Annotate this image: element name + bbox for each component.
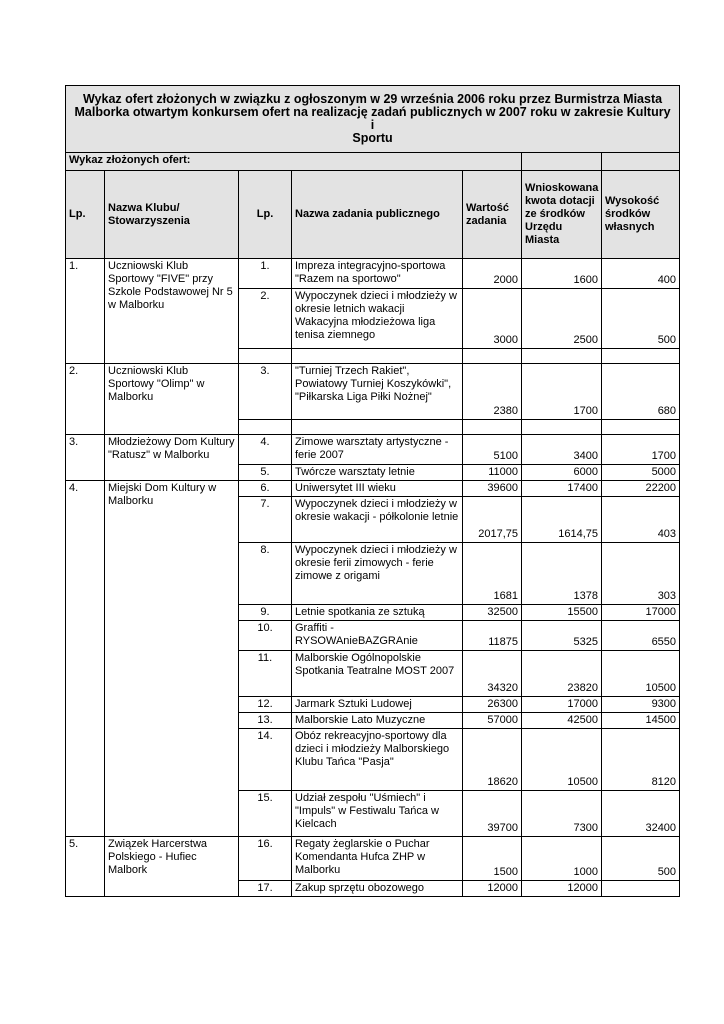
task-name-line: Klubu Tańca "Pasja" — [295, 756, 394, 768]
task-name-line: Jarmark Sztuki Ludowej — [295, 698, 412, 710]
subtitle-blank — [522, 153, 602, 171]
offers-table — [65, 85, 680, 897]
task-name — [292, 837, 463, 881]
table-row — [66, 837, 680, 881]
task-value: 2380 — [463, 364, 522, 420]
task-name-line: Graffiti - RYSOWAnieBAZGRAnie — [295, 622, 418, 647]
task-name-line: okresie letnich wakacji — [295, 303, 405, 315]
task-requested: 12000 — [522, 881, 602, 897]
task-requested: 23820 — [522, 651, 602, 697]
task-lp: 16. — [239, 837, 292, 881]
task-value: 11000 — [463, 465, 522, 481]
header-value — [463, 171, 522, 259]
task-value: 1500 — [463, 837, 522, 881]
task-requested: 15500 — [522, 605, 602, 621]
header-requested-line: Wnioskowana — [525, 182, 599, 194]
spacer-cell — [239, 349, 292, 364]
club-name-line: Młodzieżowy Dom Kultury — [108, 436, 235, 448]
task-own: 5000 — [602, 465, 680, 481]
task-name-line: Wypoczynek dzieci i młodzieży w — [295, 498, 457, 510]
task-name-line: Wakacyjna młodzieżowa liga — [295, 316, 436, 328]
club-lp: 4. — [66, 481, 105, 837]
task-name-line: okresie ferii zimowych - ferie — [295, 557, 434, 569]
club-name-line: w Malborku — [108, 299, 165, 311]
task-name-line: Regaty żeglarskie o Puchar — [295, 838, 430, 850]
task-lp: 12. — [239, 697, 292, 713]
task-name-line: okresie wakacji - półkolonie letnie — [295, 511, 459, 523]
task-own: 303 — [602, 543, 680, 605]
header-club-line: Nazwa Klubu/ — [108, 201, 180, 214]
task-lp: 9. — [239, 605, 292, 621]
task-lp: 6. — [239, 481, 292, 497]
task-name — [292, 605, 463, 621]
task-own: 500 — [602, 289, 680, 349]
spacer-cell — [292, 420, 463, 435]
task-name-line: Komendanta Hufca ZHP w — [295, 851, 426, 863]
task-own: 22200 — [602, 481, 680, 497]
club-name — [105, 435, 239, 481]
title-line-1: Wykaz ofert złożonych w związku z ogłoszonym w 29 września 2006 roku przez Burmistrza Miasta — [82, 92, 663, 106]
header-requested-line: Miasta — [525, 234, 560, 246]
task-requested: 17000 — [522, 697, 602, 713]
task-lp: 1. — [239, 259, 292, 289]
task-name-line: Udział zespołu "Uśmiech" i — [295, 792, 426, 804]
task-lp: 5. — [239, 465, 292, 481]
task-name-line: "Impuls" w Festiwalu Tańca w — [295, 805, 439, 817]
task-name — [292, 881, 463, 897]
table-row — [66, 259, 680, 289]
header-value-line: Wartość — [466, 201, 509, 214]
club-name-line: Sportowy "FIVE" przy — [108, 273, 214, 285]
task-value: 2000 — [463, 259, 522, 289]
task-own: 6550 — [602, 621, 680, 651]
header-own-line: środków — [605, 208, 651, 220]
club-lp: 1. — [66, 259, 105, 364]
task-value: 11875 — [463, 621, 522, 651]
club-name — [105, 481, 239, 837]
task-name-line: Obóz rekreacyjno-sportowy dla — [295, 730, 447, 742]
task-name-line: Letnie spotkania ze sztuką — [295, 606, 425, 618]
club-name-line: Miejski Dom Kultury w — [108, 482, 217, 494]
task-value: 5100 — [463, 435, 522, 465]
task-requested: 7300 — [522, 791, 602, 837]
task-name-line: zimowe z origami — [295, 570, 380, 582]
club-name-line: Uczniowski Klub — [108, 365, 189, 377]
club-name-line: Szkole Podstawowej Nr 5 — [108, 286, 233, 298]
task-name-line: Zakup sprzętu obozowego — [295, 882, 425, 894]
header-task: Nazwa zadania publicznego — [292, 171, 463, 259]
club-name — [105, 837, 239, 897]
task-requested: 1600 — [522, 259, 602, 289]
club-lp: 2. — [66, 364, 105, 435]
title-line-3: Sportu — [352, 131, 393, 145]
task-value: 39600 — [463, 481, 522, 497]
header-own — [602, 171, 680, 259]
club-name-line: Malborku — [108, 495, 154, 507]
task-own: 680 — [602, 364, 680, 420]
task-own: 400 — [602, 259, 680, 289]
header-lp2: Lp. — [239, 171, 292, 259]
task-requested: 1700 — [522, 364, 602, 420]
spacer-cell — [239, 420, 292, 435]
title-line-2: Malborka otwartym konkursem ofert na realizację zadań publicznych w 2007 roku w zakresie Kultury i — [74, 105, 671, 132]
task-name — [292, 697, 463, 713]
task-name-line: Uniwersytet III wieku — [295, 482, 396, 494]
header-club-line: Stowarzyszenia — [108, 214, 190, 227]
spacer-cell — [602, 420, 680, 435]
task-requested: 1614,75 — [522, 497, 602, 543]
task-requested: 10500 — [522, 729, 602, 791]
task-name-line: "Razem na sportowo" — [295, 273, 401, 285]
task-name — [292, 543, 463, 605]
task-requested: 42500 — [522, 713, 602, 729]
task-name — [292, 621, 463, 651]
spacer-cell — [602, 349, 680, 364]
club-name — [105, 259, 239, 364]
task-value: 39700 — [463, 791, 522, 837]
task-name-line: "Turniej Trzech Rakiet", — [295, 365, 410, 377]
task-name-line: tenisa ziemnego — [295, 329, 376, 341]
task-lp: 11. — [239, 651, 292, 697]
task-name-line: Wypoczynek dzieci i młodzieży w — [295, 290, 457, 302]
task-value: 57000 — [463, 713, 522, 729]
table-row — [66, 481, 680, 497]
subtitle: Wykaz złożonych ofert: — [66, 153, 522, 171]
subtitle-blank — [602, 153, 680, 171]
spacer-cell — [292, 349, 463, 364]
club-name-line: Związek Harcerstwa — [108, 838, 208, 850]
task-name-line: Impreza integracyjno-sportowa — [295, 260, 446, 272]
header-own-line: własnych — [605, 221, 655, 233]
club-lp: 5. — [66, 837, 105, 897]
task-requested: 2500 — [522, 289, 602, 349]
task-lp: 14. — [239, 729, 292, 791]
task-value: 12000 — [463, 881, 522, 897]
table-row — [66, 435, 680, 465]
task-name — [292, 364, 463, 420]
club-name-line: "Ratusz" w Malborku — [108, 449, 210, 461]
spacer-cell — [522, 349, 602, 364]
task-value: 26300 — [463, 697, 522, 713]
task-name — [292, 729, 463, 791]
spacer-cell — [463, 420, 522, 435]
task-own: 32400 — [602, 791, 680, 837]
header-lp: Lp. — [66, 171, 105, 259]
task-requested: 3400 — [522, 435, 602, 465]
task-requested: 5325 — [522, 621, 602, 651]
task-own: 1700 — [602, 435, 680, 465]
club-lp: 3. — [66, 435, 105, 481]
task-lp: 7. — [239, 497, 292, 543]
header-own-line: Wysokość — [605, 195, 660, 207]
task-lp: 8. — [239, 543, 292, 605]
task-lp: 4. — [239, 435, 292, 465]
task-name-line: Wypoczynek dzieci i młodzieży w — [295, 544, 457, 556]
club-name-line: Sportowy "Olimp" w — [108, 378, 205, 390]
task-lp: 2. — [239, 289, 292, 349]
task-value: 32500 — [463, 605, 522, 621]
club-name — [105, 364, 239, 435]
task-lp: 15. — [239, 791, 292, 837]
task-value: 34320 — [463, 651, 522, 697]
task-value: 3000 — [463, 289, 522, 349]
club-name-line: Malborku — [108, 391, 154, 403]
task-name-line: Twórcze warsztaty letnie — [295, 466, 415, 478]
header-requested-line: ze środków — [525, 208, 585, 220]
task-name — [292, 481, 463, 497]
task-name-line: Malborskie Ogólnopolskie — [295, 652, 421, 664]
task-name-line: Malborskie Lato Muzyczne — [295, 714, 426, 726]
task-value: 1681 — [463, 543, 522, 605]
task-name-line: Spotkania Teatralne MOST 2007 — [295, 665, 455, 677]
task-own: 17000 — [602, 605, 680, 621]
task-name — [292, 651, 463, 697]
task-name-line: "Piłkarska Liga Piłki Nożnej" — [295, 391, 432, 403]
task-name — [292, 259, 463, 289]
task-lp: 10. — [239, 621, 292, 651]
task-name — [292, 289, 463, 349]
club-name-line: Malbork — [108, 864, 148, 876]
club-name-line: Uczniowski Klub — [108, 260, 189, 272]
task-value: 18620 — [463, 729, 522, 791]
task-lp: 13. — [239, 713, 292, 729]
task-name-line: Malborku — [295, 864, 341, 876]
task-lp: 3. — [239, 364, 292, 420]
task-name — [292, 435, 463, 465]
spacer-cell — [522, 420, 602, 435]
task-own: 500 — [602, 837, 680, 881]
header-requested — [522, 171, 602, 259]
task-name — [292, 497, 463, 543]
task-value: 2017,75 — [463, 497, 522, 543]
header-requested-line: Urzędu — [525, 221, 563, 233]
task-requested: 1000 — [522, 837, 602, 881]
spacer-cell — [463, 349, 522, 364]
header-value-line: zadania — [466, 214, 507, 227]
task-own — [602, 881, 680, 897]
club-name-line: Polskiego - Hufiec — [108, 851, 197, 863]
task-requested: 1378 — [522, 543, 602, 605]
task-name-line: Zimowe warsztaty artystyczne - — [295, 436, 449, 448]
table-row — [66, 364, 680, 420]
task-name — [292, 791, 463, 837]
task-own: 403 — [602, 497, 680, 543]
header-club — [105, 171, 239, 259]
task-name-line: Powiatowy Turniej Koszykówki", — [295, 378, 452, 390]
task-name-line: dzieci i młodzieży Malborskiego — [295, 743, 450, 755]
task-name — [292, 465, 463, 481]
header-requested-line: kwota dotacji — [525, 195, 595, 207]
task-own: 10500 — [602, 651, 680, 697]
task-name — [292, 713, 463, 729]
task-name-line: ferie 2007 — [295, 449, 344, 461]
task-lp: 17. — [239, 881, 292, 897]
task-name-line: Kielcach — [295, 818, 337, 830]
task-own: 8120 — [602, 729, 680, 791]
task-requested: 17400 — [522, 481, 602, 497]
task-own: 9300 — [602, 697, 680, 713]
document-title — [66, 86, 680, 153]
task-requested: 6000 — [522, 465, 602, 481]
task-own: 14500 — [602, 713, 680, 729]
